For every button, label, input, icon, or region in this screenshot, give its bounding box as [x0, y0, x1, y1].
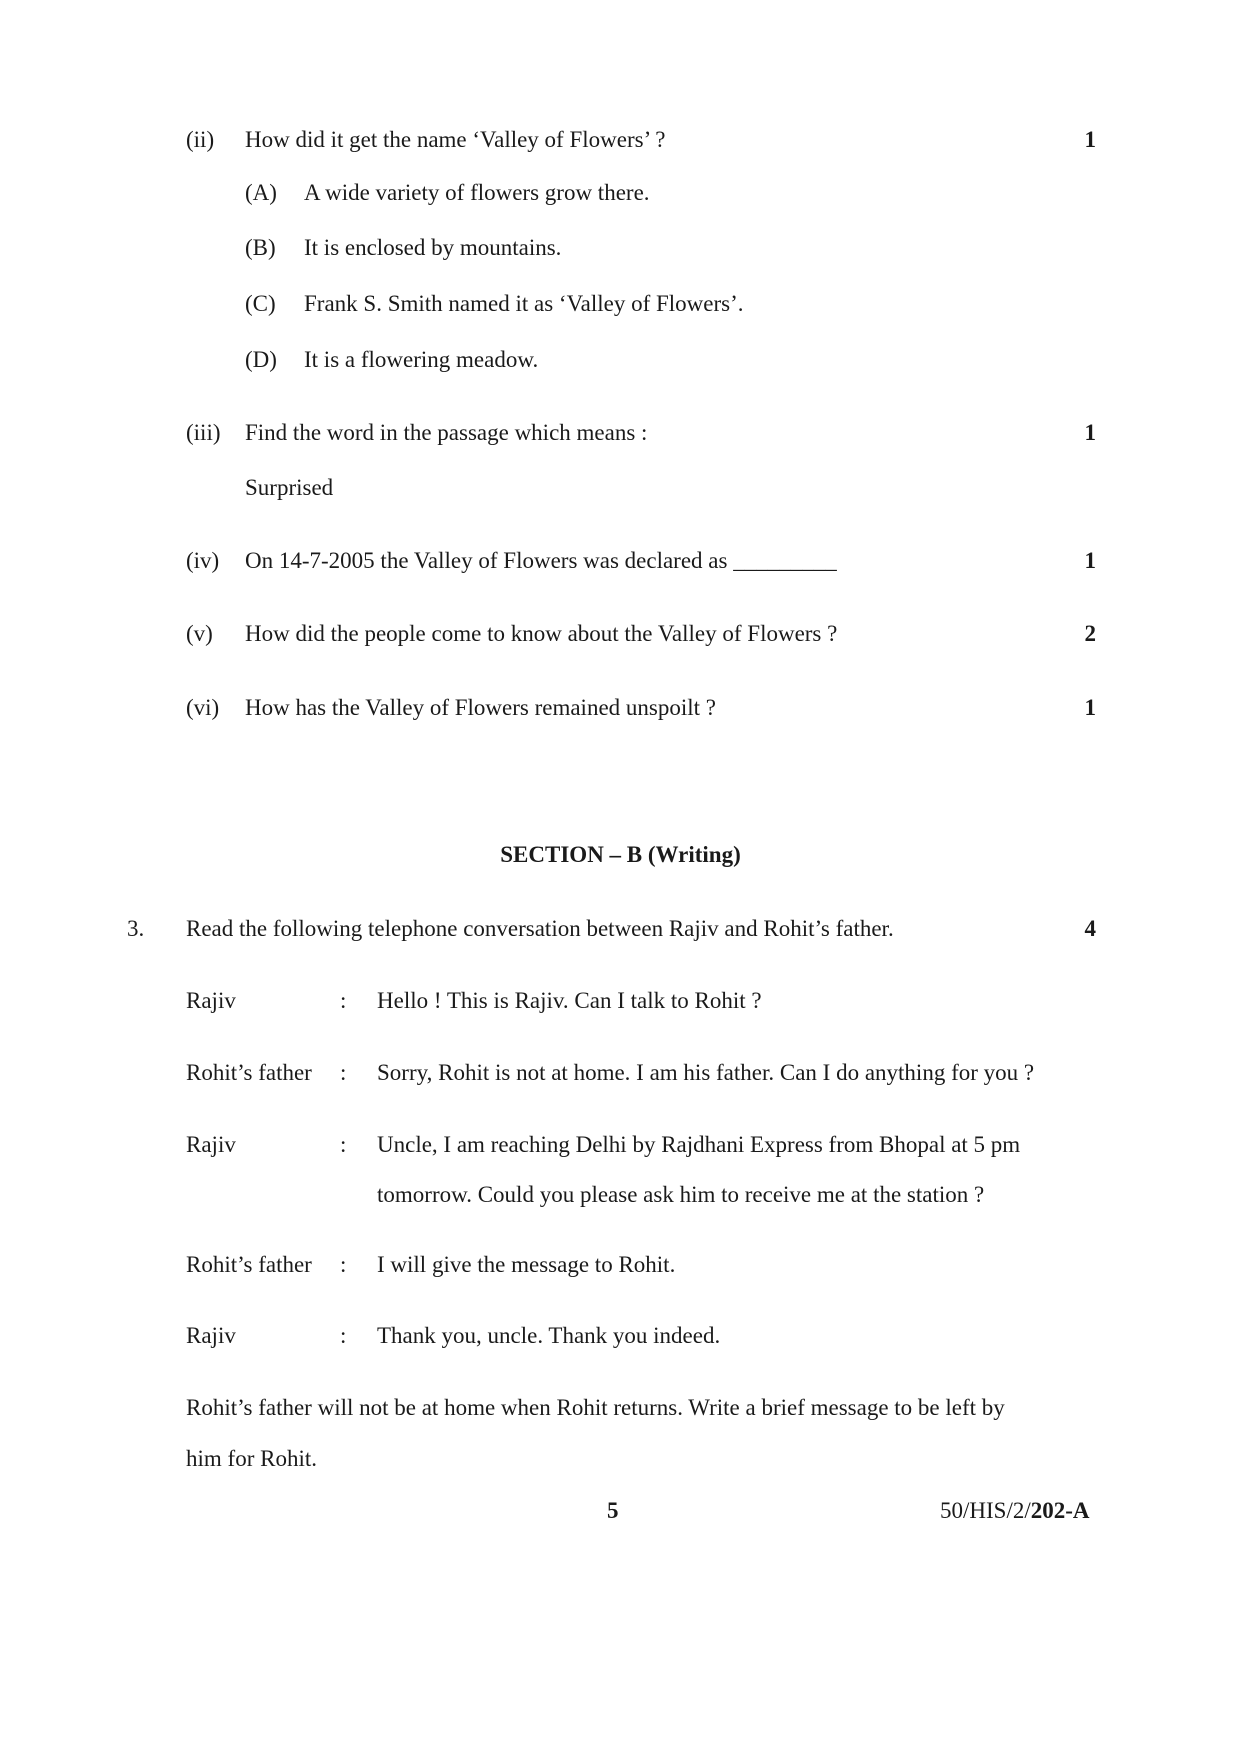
- question-iii-number: (iii): [186, 420, 221, 445]
- dialogue-line: Thank you, uncle. Thank you indeed.: [377, 1323, 721, 1348]
- dialogue-colon: :: [340, 1252, 347, 1277]
- question-3-marks: 4: [1084, 916, 1096, 941]
- dialogue-line: Uncle, I am reaching Delhi by Rajdhani Express from Bhopal at 5 pm: [377, 1132, 1021, 1157]
- question-v-marks: 2: [1084, 621, 1096, 646]
- paper-code-prefix: 50/HIS/2/: [940, 1498, 1031, 1523]
- dialogue-speaker: Rajiv: [186, 1132, 236, 1157]
- dialogue-speaker: Rohit’s father: [186, 1060, 312, 1085]
- dialogue-colon: :: [340, 988, 347, 1013]
- question-vi-marks: 1: [1084, 695, 1096, 720]
- question-ii-number: (ii): [186, 127, 215, 152]
- question-vi-text: How has the Valley of Flowers remained unspoilt ?: [245, 695, 716, 720]
- paper-code: [940, 1499, 1090, 1522]
- section-b-heading: SECTION – B (Writing): [500, 842, 741, 867]
- question-iv-number: (iv): [186, 548, 220, 573]
- dialogue-colon: :: [340, 1132, 347, 1157]
- dialogue-colon: :: [340, 1323, 347, 1348]
- question-v-text: How did the people come to know about the Valley of Flowers ?: [245, 621, 838, 646]
- page-number: 5: [607, 1498, 619, 1523]
- task-text-line: him for Rohit.: [186, 1446, 317, 1471]
- dialogue-speaker: Rohit’s father: [186, 1252, 312, 1277]
- dialogue-line: tomorrow. Could you please ask him to receive me at the station ?: [377, 1182, 985, 1207]
- question-ii-marks: 1: [1084, 127, 1096, 152]
- question-iv-text: On 14-7-2005 the Valley of Flowers was declared as _________: [245, 548, 837, 573]
- question-vi-number: (vi): [186, 695, 220, 720]
- option-a-text: A wide variety of flowers grow there.: [304, 180, 650, 205]
- question-iii-text: Find the word in the passage which means :: [245, 420, 648, 445]
- question-iii-word: Surprised: [245, 475, 334, 500]
- question-ii-text: How did it get the name ‘Valley of Flowers’ ?: [245, 127, 666, 152]
- paper-code-suffix: 202-A: [1030, 1498, 1090, 1523]
- question-3-text: Read the following telephone conversation between Rajiv and Rohit’s father.: [186, 916, 894, 941]
- option-b-text: It is enclosed by mountains.: [304, 235, 562, 260]
- dialogue-line: Sorry, Rohit is not at home. I am his father. Can I do anything for you ?: [377, 1060, 1035, 1085]
- question-3-number: 3.: [127, 916, 145, 941]
- option-d-label: (D): [245, 347, 277, 372]
- option-b-label: (B): [245, 235, 276, 260]
- option-a-label: (A): [245, 180, 277, 205]
- dialogue-line: I will give the message to Rohit.: [377, 1252, 676, 1277]
- dialogue-colon: :: [340, 1060, 347, 1085]
- option-c-text: Frank S. Smith named it as ‘Valley of Flowers’.: [304, 291, 744, 316]
- dialogue-speaker: Rajiv: [186, 988, 236, 1013]
- task-text-line: Rohit’s father will not be at home when Rohit returns. Write a brief message to be left by: [186, 1395, 1005, 1420]
- option-c-label: (C): [245, 291, 276, 316]
- dialogue-line: Hello ! This is Rajiv. Can I talk to Rohit ?: [377, 988, 762, 1013]
- question-v-number: (v): [186, 621, 213, 646]
- dialogue-speaker: Rajiv: [186, 1323, 236, 1348]
- question-iv-marks: 1: [1084, 548, 1096, 573]
- option-d-text: It is a flowering meadow.: [304, 347, 539, 372]
- question-iii-marks: 1: [1084, 420, 1096, 445]
